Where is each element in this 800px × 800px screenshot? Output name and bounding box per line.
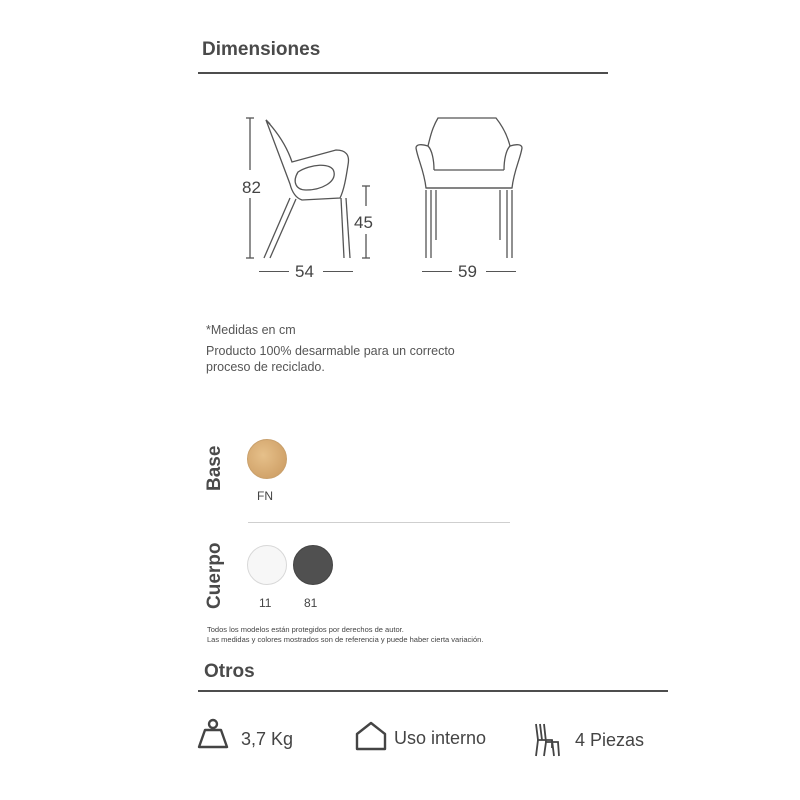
weight-icon bbox=[196, 716, 230, 750]
others-divider bbox=[198, 690, 668, 692]
body-code-11: 11 bbox=[259, 596, 272, 610]
others-title: Otros bbox=[204, 661, 255, 682]
dimensions-title: Dimensiones bbox=[202, 39, 321, 60]
width-value: 59 bbox=[458, 262, 477, 281]
chair-front-view bbox=[412, 110, 524, 260]
units-note: *Medidas en cm bbox=[206, 323, 296, 337]
base-swatch-fn[interactable] bbox=[247, 439, 287, 479]
house-icon bbox=[354, 720, 388, 752]
legal-line1: Todos los modelos están protegidos por derechos de autor. bbox=[207, 625, 404, 634]
body-code-81: 81 bbox=[304, 596, 318, 610]
recycle-note-line2: proceso de reciclado. bbox=[206, 360, 325, 374]
weight-text: 3,7 Kg bbox=[241, 729, 294, 749]
use-text: Uso interno bbox=[394, 728, 487, 748]
finish-divider bbox=[248, 522, 510, 523]
seat-height-value: 45 bbox=[354, 213, 373, 232]
depth-line-left bbox=[259, 271, 289, 272]
body-swatch-11[interactable] bbox=[247, 545, 287, 585]
recycle-note-line1: Producto 100% desarmable para un correcto bbox=[206, 344, 455, 358]
depth-value: 54 bbox=[295, 262, 314, 281]
base-code-fn: FN bbox=[257, 489, 273, 503]
depth-line-right bbox=[323, 271, 353, 272]
width-line-left bbox=[422, 271, 452, 272]
stacked-chairs-icon bbox=[532, 720, 562, 758]
base-label: Base bbox=[204, 445, 225, 491]
legal-line2: Las medidas y colores mostrados son de referencia y puede haber cierta variación. bbox=[207, 635, 484, 644]
width-line-right bbox=[486, 271, 516, 272]
body-label: Cuerpo bbox=[204, 542, 225, 609]
body-swatch-81[interactable] bbox=[293, 545, 333, 585]
height-value: 82 bbox=[242, 178, 261, 197]
dimensions-divider bbox=[198, 72, 608, 74]
pieces-text: 4 Piezas bbox=[575, 730, 645, 750]
